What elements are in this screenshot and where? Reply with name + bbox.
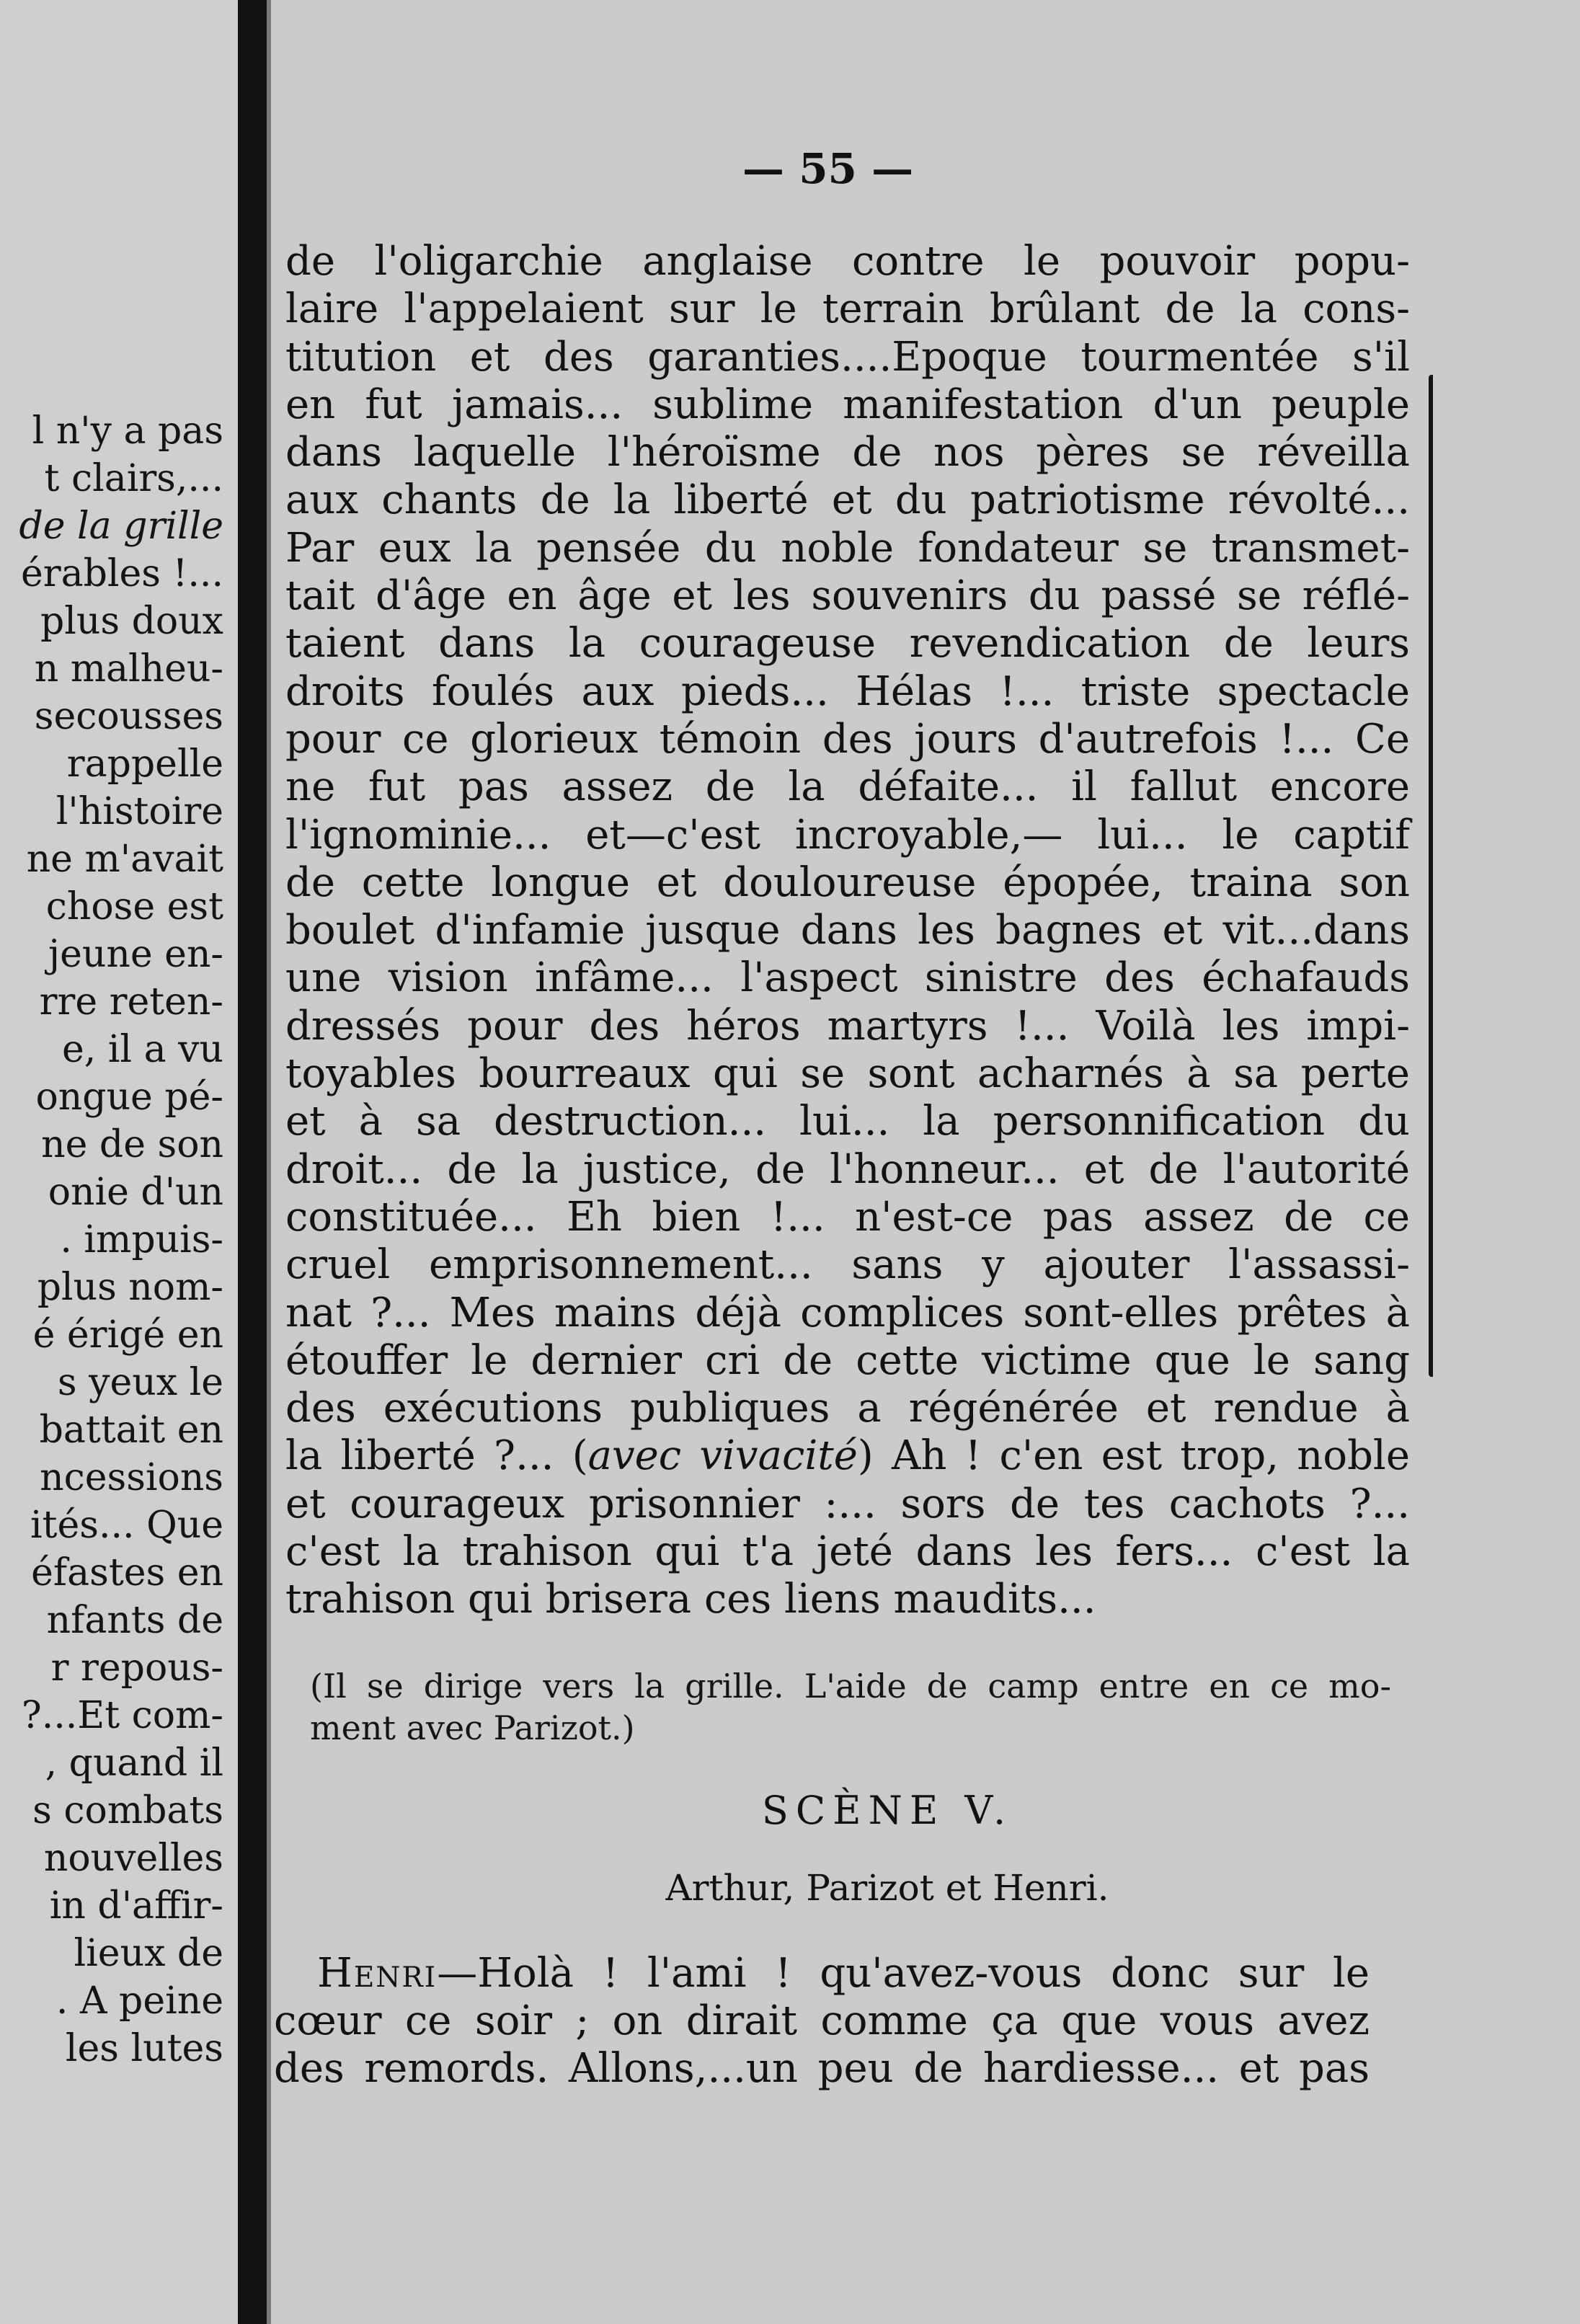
body-line: l'ignominie... et—c'est incroyable,— lui... le captif — [285, 811, 1410, 859]
page-number: — 55 — — [742, 144, 914, 193]
scene-heading: SCÈNE V. — [761, 1788, 1013, 1833]
left-line: secousses — [34, 695, 223, 738]
left-line: battait en — [39, 1409, 223, 1452]
body-line-with-stage-note — [285, 1432, 1410, 1480]
body-paragraph — [285, 238, 1410, 1624]
left-line: s yeux le — [57, 1361, 223, 1404]
scene-characters: Arthur, Parizot et Henri. — [665, 1867, 1109, 1909]
left-line: éfastes en — [31, 1551, 223, 1595]
body-line: constituée... Eh bien !... n'est-ce pas assez de ce — [285, 1193, 1410, 1241]
body-line: dressés pour des héros martyrs !... Voilà les impi- — [285, 1002, 1410, 1050]
left-line: ités... Que — [30, 1504, 223, 1547]
stage-direction-line: (Il se dirige vers la grille. L'aide de camp entre en ce mo- — [310, 1667, 1391, 1706]
left-line: ncessions — [40, 1456, 223, 1499]
body-line: ne fut pas assez de la défaite... il fallut encore — [285, 763, 1410, 811]
left-line: s combats — [32, 1789, 223, 1832]
left-line: ongue pé- — [35, 1075, 223, 1119]
body-line: aux chants de la liberté et du patriotisme révolté... — [285, 476, 1410, 524]
body-line: toyables bourreaux qui se sont acharnés à sa perte — [285, 1050, 1410, 1098]
left-line: ?...Et com- — [21, 1694, 223, 1737]
left-line: plus nom- — [37, 1266, 223, 1309]
body-line: titution et des garanties....Epoque tourmentée s'il — [285, 333, 1410, 381]
body-line: pour ce glorieux témoin des jours d'autrefois !... Ce — [285, 715, 1410, 763]
body-line: de cette longue et douloureuse épopée, traina son — [285, 859, 1410, 906]
left-line: onie d'un — [48, 1171, 223, 1214]
left-line: é érigé en — [32, 1313, 223, 1357]
body-line: droit... de la justice, de l'honneur... et de l'autorité — [285, 1145, 1410, 1193]
left-line: rre reten- — [39, 980, 223, 1024]
body-line-part: la liberté ?... ( — [285, 1432, 588, 1480]
left-line: in d'affir- — [49, 1884, 223, 1928]
dialogue — [274, 1950, 1370, 2093]
left-line: rappelle — [66, 742, 223, 786]
left-line: . A peine — [56, 1979, 223, 2023]
body-line: tait d'âge en âge et les souvenirs du passé se réflé- — [285, 572, 1410, 620]
left-line: de la grille — [19, 505, 223, 548]
stage-direction-line: ment avec Parizot.) — [310, 1708, 635, 1747]
body-line: et courageux prisonnier :... sors de tes cachots ?... — [285, 1480, 1410, 1527]
left-line: r repous- — [50, 1646, 223, 1690]
speaker-name: Henri — [317, 1950, 438, 1997]
left-line: chose est — [45, 885, 223, 928]
left-line: nfants de — [46, 1599, 223, 1642]
dialogue-line — [274, 1950, 1370, 1997]
body-line: une vision infâme... l'aspect sinistre des échafauds — [285, 954, 1410, 1002]
left-page-fragment — [0, 0, 238, 2324]
body-line: dans laquelle l'héroïsme de nos pères se réveilla — [285, 429, 1410, 476]
dialogue-line: des remords. Allons,...un peu de hardiesse... et pas — [274, 2045, 1370, 2092]
body-line: trahison qui brisera ces liens maudits... — [285, 1576, 1096, 1623]
dialogue-text: —Holà ! l'ami ! qu'avez-vous donc sur le — [437, 1950, 1370, 1997]
left-line: t clairs,... — [44, 457, 223, 500]
left-line: , quand il — [45, 1742, 223, 1785]
book-gutter — [238, 0, 267, 2324]
body-line-part: ) Ah ! c'en est trop, noble — [857, 1432, 1410, 1480]
left-line: lieux de — [74, 1932, 223, 1975]
body-line: nat ?... Mes mains déjà complices sont-elles prêtes à — [285, 1289, 1410, 1336]
left-line: les lutes — [65, 2027, 223, 2070]
left-line: l'histoire — [56, 790, 223, 833]
body-line: taient dans la courageuse revendication de leurs — [285, 620, 1410, 668]
body-line: de l'oligarchie anglaise contre le pouvoir popu- — [285, 238, 1410, 285]
stage-direction — [310, 1665, 1391, 1749]
dialogue-line: cœur ce soir ; on dirait comme ça que vous avez — [274, 1997, 1370, 2044]
left-line: . impuis- — [60, 1218, 223, 1261]
left-line: l n'y a pas — [32, 409, 223, 453]
left-line: ne de son — [41, 1123, 223, 1166]
body-line: laire l'appelaient sur le terrain brûlant de la cons- — [285, 285, 1410, 333]
left-line: e, il a vu — [61, 1028, 223, 1071]
body-line: Par eux la pensée du noble fondateur se transmet- — [285, 524, 1410, 572]
body-line: c'est la trahison qui t'a jeté dans les fers... c'est la — [285, 1528, 1410, 1576]
left-line: jeune en- — [48, 933, 223, 976]
left-line: ne m'avait — [26, 838, 223, 881]
left-line: érables !... — [20, 552, 223, 595]
body-line: et à sa destruction... lui... la personnification du — [285, 1098, 1410, 1145]
left-line: plus doux — [40, 600, 223, 643]
body-line: cruel emprisonnement... sans y ajouter l'assassi- — [285, 1241, 1410, 1289]
margin-bracket-mark — [1429, 375, 1440, 1377]
body-line: des exécutions publiques a régénérée et rendue à — [285, 1385, 1410, 1432]
body-line: étouffer le dernier cri de cette victime que le sang — [285, 1336, 1410, 1384]
body-line: boulet d'infamie jusque dans les bagnes et vit...dans — [285, 907, 1410, 954]
left-line: n malheu- — [34, 647, 223, 691]
left-line: nouvelles — [43, 1837, 223, 1880]
body-line: en fut jamais... sublime manifestation d'un peuple — [285, 381, 1410, 428]
body-line: droits foulés aux pieds... Hélas !... triste spectacle — [285, 668, 1410, 715]
italic-stage-note: avec vivacité — [587, 1432, 858, 1480]
